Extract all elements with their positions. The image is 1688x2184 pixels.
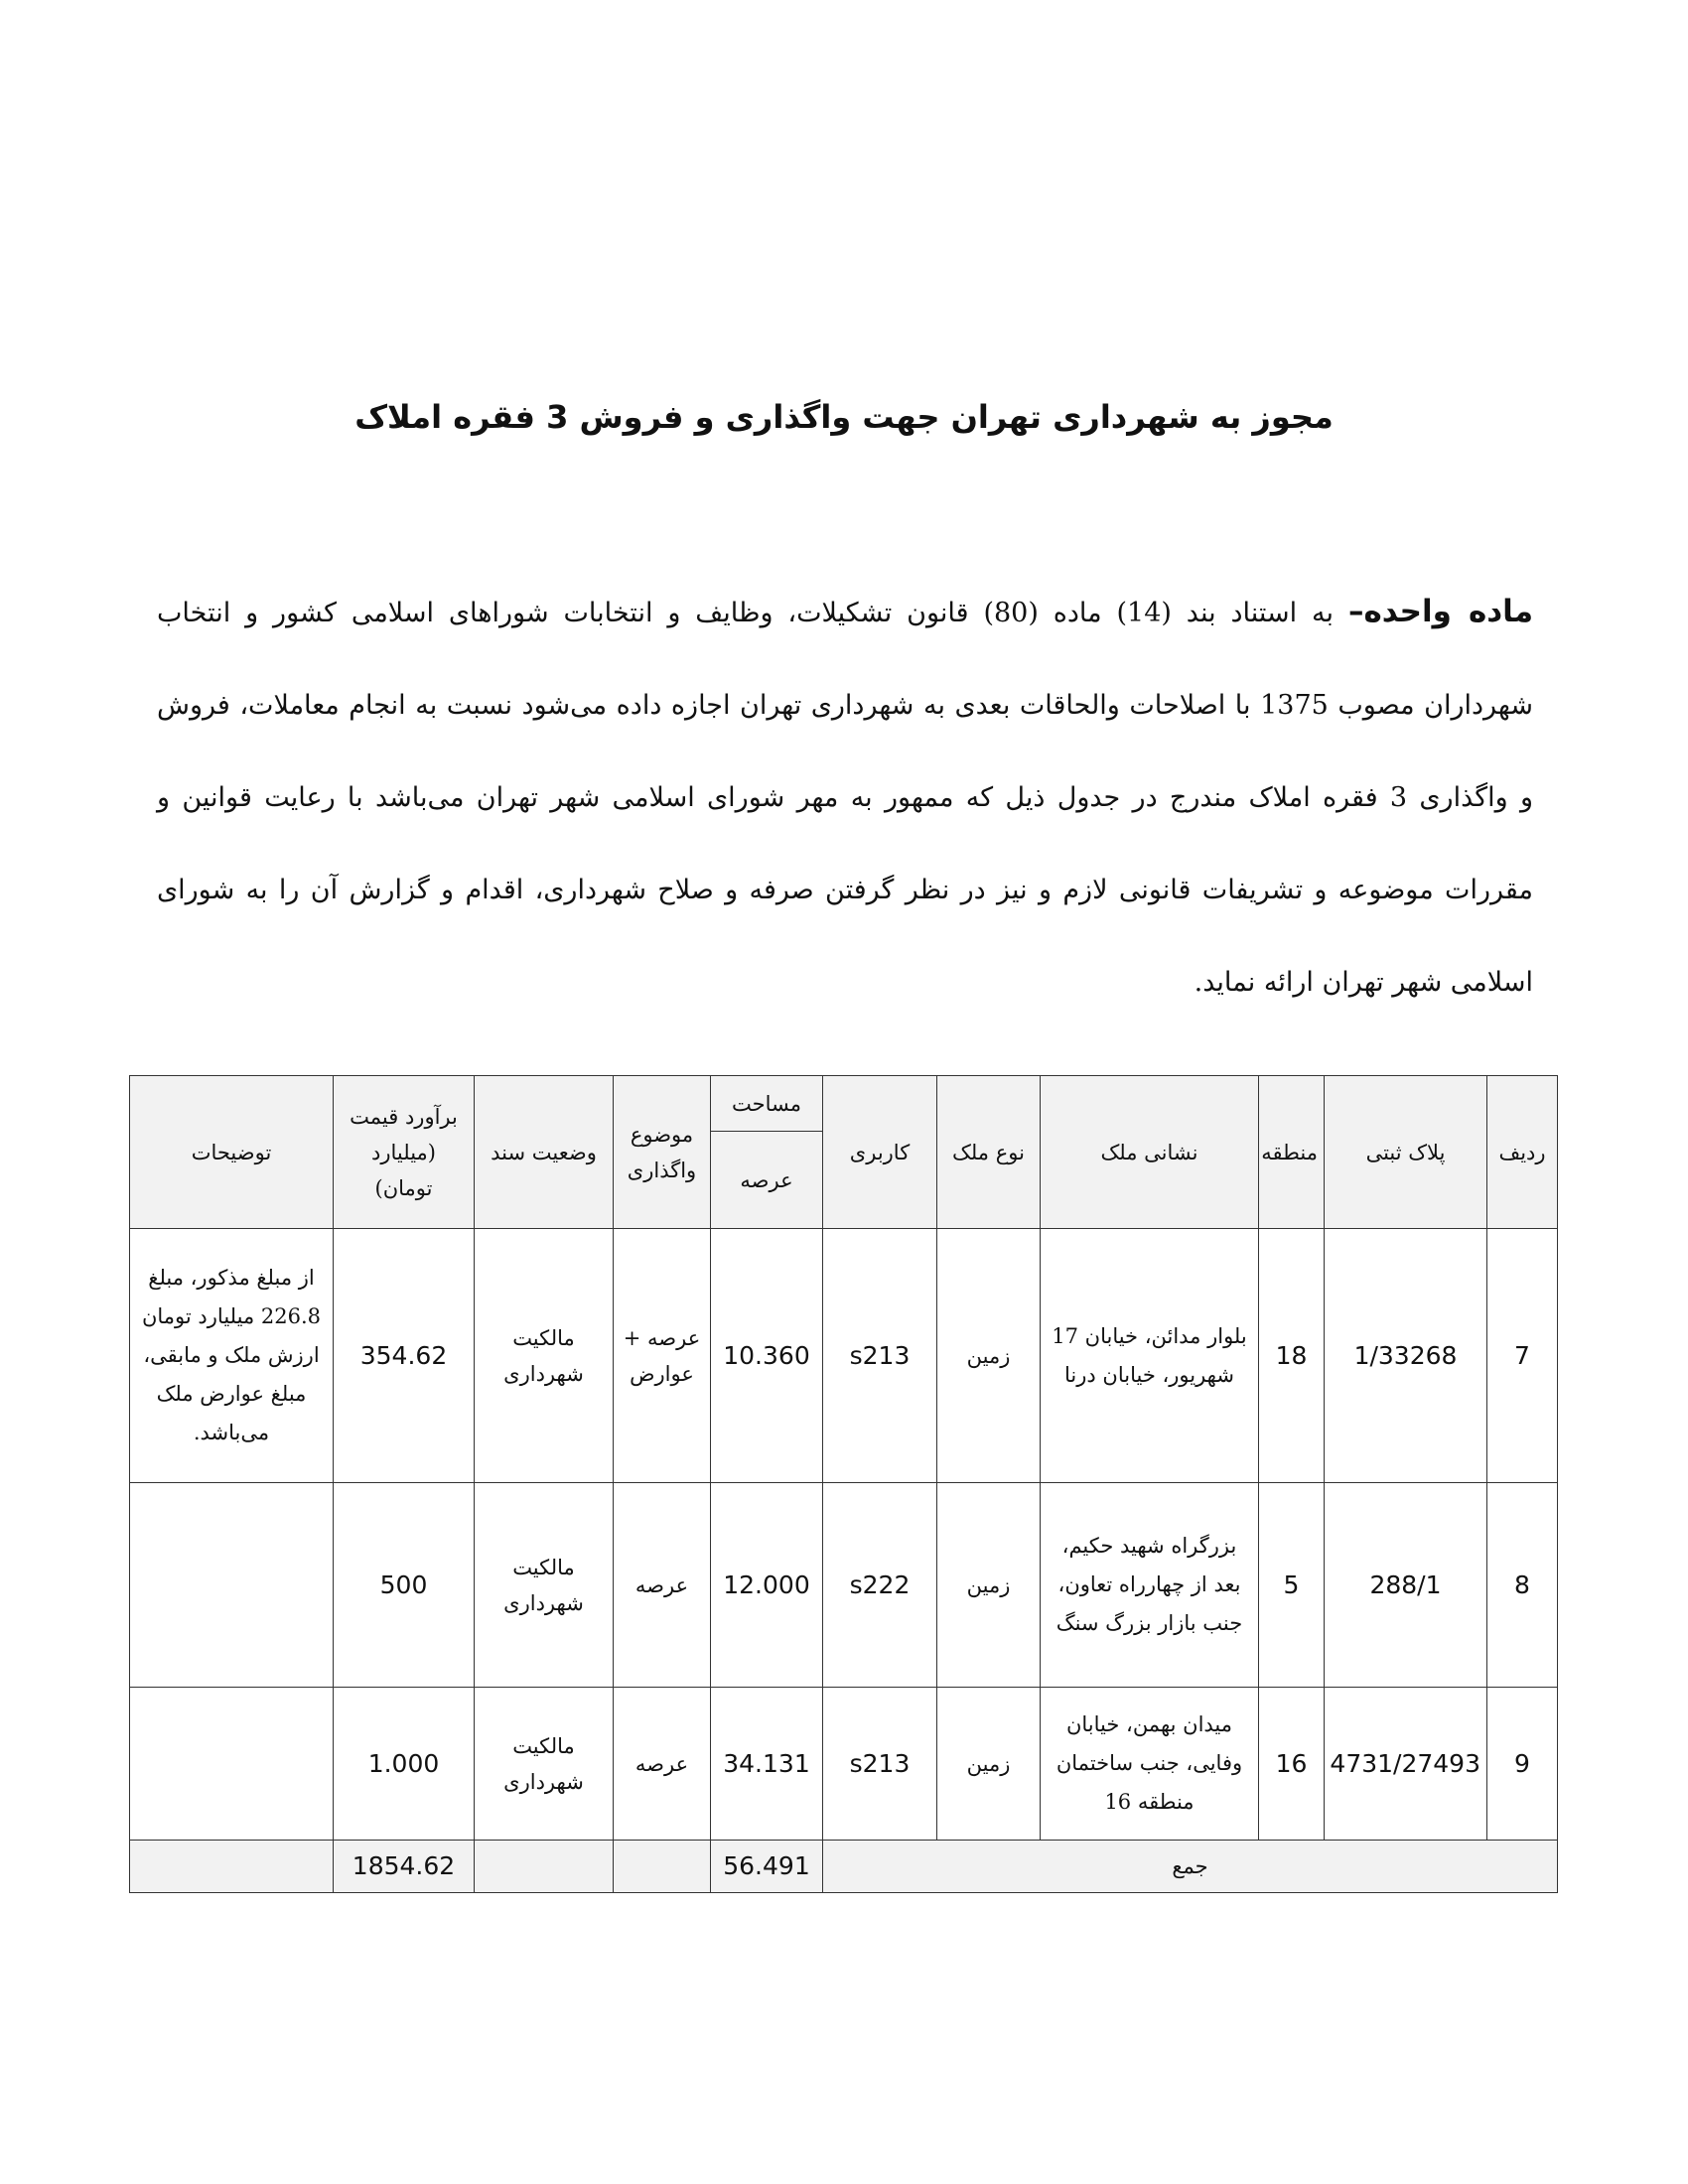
total-label: جمع xyxy=(823,1841,1558,1893)
cell-area: 10.360 xyxy=(711,1229,823,1483)
header-notes: توضیحات xyxy=(130,1076,334,1229)
total-row xyxy=(130,1841,1558,1893)
cell-plate: 1/33268 xyxy=(1325,1229,1487,1483)
table-row xyxy=(130,1229,1558,1483)
header-estimate: برآورد قیمت (میلیارد تومان) xyxy=(334,1076,475,1229)
header-plate: پلاک ثبتی xyxy=(1325,1076,1487,1229)
total-estimate: 1854.62 xyxy=(334,1841,475,1893)
cell-subject: عرصه + عوارض xyxy=(614,1229,711,1483)
header-address: نشانی ملک xyxy=(1041,1076,1259,1229)
header-row-no: ردیف xyxy=(1487,1076,1558,1229)
cell-deed-status: مالکیت شهرداری xyxy=(475,1229,614,1483)
cell-deed-status: مالکیت شهرداری xyxy=(475,1483,614,1688)
total-empty-subject xyxy=(614,1841,711,1893)
properties-table xyxy=(129,1075,1558,1893)
article-label: ماده واحده– xyxy=(1347,594,1534,629)
cell-area: 34.131 xyxy=(711,1688,823,1841)
cell-subject: عرصه xyxy=(614,1688,711,1841)
cell-estimate: 354.62 xyxy=(334,1229,475,1483)
cell-usage: s213 xyxy=(823,1688,937,1841)
cell-usage: s222 xyxy=(823,1483,937,1688)
cell-notes: از مبلغ مذکور، مبلغ 226.8 میلیارد تومان ارزش ملک و مابقی، مبلغ عوارض ملک می‌باشد. xyxy=(130,1229,334,1483)
article-paragraph xyxy=(157,566,1533,1028)
cell-estimate: 1.000 xyxy=(334,1688,475,1841)
table-row xyxy=(130,1688,1558,1841)
cell-address: بزرگراه شهید حکیم، بعد از چهارراه تعاون، جنب بازار بزرگ سنگ xyxy=(1041,1483,1259,1688)
cell-address: بلوار مدائن، خیابان 17 شهریور، خیابان درنا xyxy=(1041,1229,1259,1483)
cell-subject: عرصه xyxy=(614,1483,711,1688)
header-property-type: نوع ملک xyxy=(937,1076,1041,1229)
header-usage: کاربری xyxy=(823,1076,937,1229)
cell-notes xyxy=(130,1688,334,1841)
cell-area: 12.000 xyxy=(711,1483,823,1688)
cell-property-type: زمین xyxy=(937,1483,1041,1688)
header-area-sub: عرصه xyxy=(711,1132,823,1229)
header-district: منطقه xyxy=(1259,1076,1325,1229)
cell-row-no: 9 xyxy=(1487,1688,1558,1841)
cell-notes xyxy=(130,1483,334,1688)
cell-row-no: 7 xyxy=(1487,1229,1558,1483)
header-subject: موضوع واگذاری xyxy=(614,1076,711,1229)
cell-district: 18 xyxy=(1259,1229,1325,1483)
article-text: به استناد بند (14) ماده (80) قانون تشکیلات، وظایف و انتخابات شوراهای اسلامی کشور و انتخاب شهرداران مصوب 1375 با اصلاحات والحاقات بعدی به شهرداری تهران اجازه داده می‌شود نسبت به انجام معاملات، فروش و واگذاری 3 فقره املاک مندرج در جدول ذیل که ممهور به مهر شورای اسلامی شهر تهران می‌باشد با رعایت قوانین و مقررات موضوعه و تشریفات قانونی لازم و نیز در نظر گرفتن صرفه و صلاح شهرداری، اقدام و گزارش آن را به شورای اسلامی شهر تهران ارائه نماید. xyxy=(157,598,1533,998)
cell-address: میدان بهمن، خیابان وفایی، جنب ساختمان منطقه 16 xyxy=(1041,1688,1259,1841)
header-deed-status: وضعیت سند xyxy=(475,1076,614,1229)
cell-plate: 288/1 xyxy=(1325,1483,1487,1688)
cell-property-type: زمین xyxy=(937,1688,1041,1841)
header-area: مساحت xyxy=(711,1076,823,1132)
document-title: مجوز به شهرداری تهران جهت واگذاری و فروش 3 فقره املاک xyxy=(354,398,1334,436)
cell-deed-status: مالکیت شهرداری xyxy=(475,1688,614,1841)
cell-row-no: 8 xyxy=(1487,1483,1558,1688)
cell-property-type: زمین xyxy=(937,1229,1041,1483)
total-empty-notes xyxy=(130,1841,334,1893)
table-row xyxy=(130,1483,1558,1688)
total-area: 56.491 xyxy=(711,1841,823,1893)
cell-estimate: 500 xyxy=(334,1483,475,1688)
cell-district: 16 xyxy=(1259,1688,1325,1841)
cell-usage: s213 xyxy=(823,1229,937,1483)
total-empty-deed xyxy=(475,1841,614,1893)
cell-plate: 4731/27493 xyxy=(1325,1688,1487,1841)
cell-district: 5 xyxy=(1259,1483,1325,1688)
